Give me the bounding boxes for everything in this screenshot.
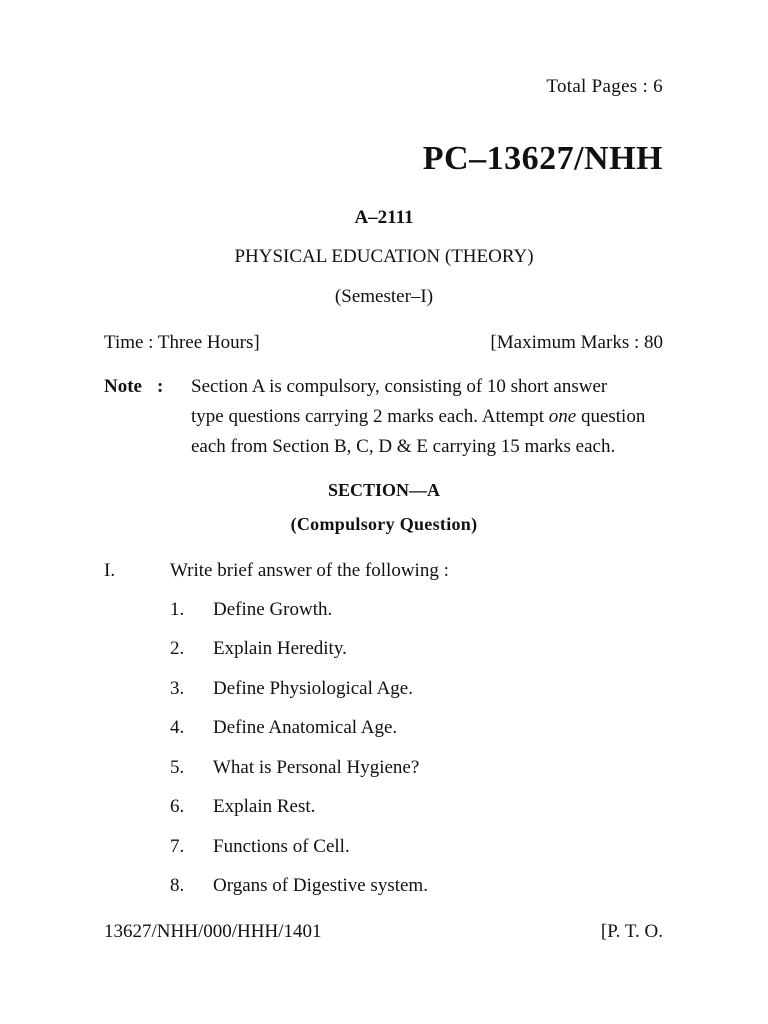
footer-pto: [P. T. O. bbox=[600, 921, 663, 942]
semester-label: (Semester–I) bbox=[334, 286, 434, 307]
list-item-number: 4. bbox=[170, 717, 185, 738]
question-number: I. bbox=[104, 560, 116, 581]
subject-title: PHYSICAL EDUCATION (THEORY) bbox=[234, 246, 534, 267]
section-subtitle: (Compulsory Question) bbox=[290, 514, 478, 534]
note-line-1: Section A is compulsory, consisting of 10 short answer bbox=[191, 376, 608, 397]
list-item: Functions of Cell. bbox=[213, 836, 350, 857]
time-allowed: Time : Three Hours] bbox=[104, 332, 260, 353]
list-item: Define Anatomical Age. bbox=[213, 717, 398, 738]
paper-code: PC–13627/NHH bbox=[422, 140, 663, 177]
footer-paper-code: 13627/NHH/000/HHH/1401 bbox=[104, 921, 322, 942]
list-item: Explain Rest. bbox=[213, 796, 316, 817]
list-item-number: 7. bbox=[170, 836, 185, 857]
list-item-number: 2. bbox=[170, 638, 185, 659]
list-item-number: 1. bbox=[170, 599, 185, 620]
note-emphasis: one bbox=[548, 406, 577, 427]
list-item-number: 8. bbox=[170, 875, 185, 896]
note-line-3: each from Section B, C, D & E carrying 15 marks each. bbox=[191, 436, 616, 457]
list-item: Organs of Digestive system. bbox=[213, 875, 428, 896]
list-item-number: 3. bbox=[170, 678, 185, 699]
total-pages: Total Pages : 6 bbox=[546, 76, 663, 97]
note-line-2-end: question bbox=[576, 406, 646, 427]
note-line-2-start: type questions carrying 2 marks each. Attempt bbox=[191, 406, 549, 427]
note-label: Note bbox=[104, 376, 142, 397]
list-item: Define Growth. bbox=[213, 599, 333, 620]
list-item: Explain Heredity. bbox=[213, 638, 347, 659]
list-item-number: 5. bbox=[170, 757, 185, 778]
list-item: Define Physiological Age. bbox=[213, 678, 413, 699]
note-line-2 bbox=[191, 406, 645, 428]
note-colon: : bbox=[157, 376, 164, 397]
exam-code: A–2111 bbox=[354, 207, 414, 228]
section-title: SECTION—A bbox=[327, 480, 441, 500]
maximum-marks: [Maximum Marks : 80 bbox=[490, 332, 663, 353]
list-item-number: 6. bbox=[170, 796, 185, 817]
list-item: What is Personal Hygiene? bbox=[213, 757, 420, 778]
question-text: Write brief answer of the following : bbox=[170, 560, 449, 581]
